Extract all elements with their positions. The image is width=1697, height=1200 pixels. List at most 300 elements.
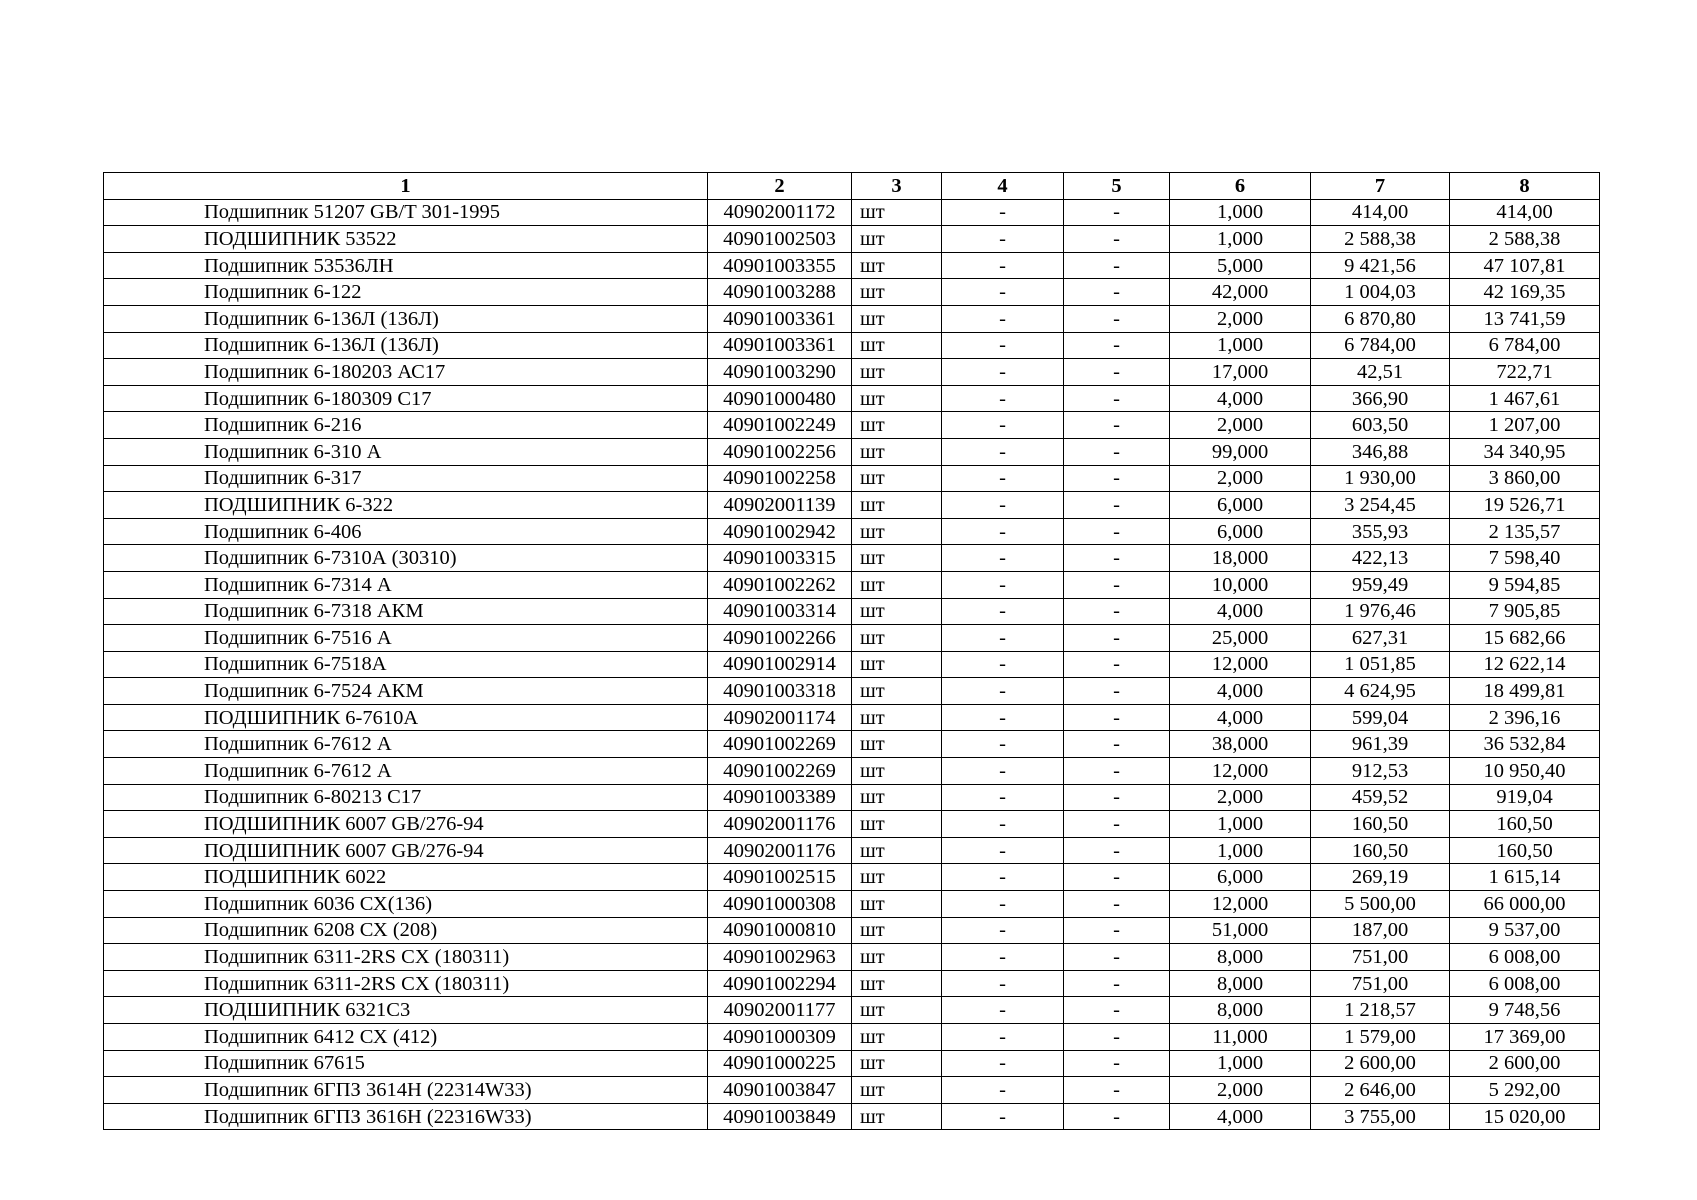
column-4-cell: - (942, 678, 1064, 705)
column-5-cell: - (1064, 997, 1170, 1024)
item-code-cell: 40901002294 (708, 970, 852, 997)
column-4-cell: - (942, 1024, 1064, 1051)
amount-cell: 13 741,59 (1450, 305, 1600, 332)
table-row (104, 385, 1600, 412)
column-5-cell: - (1064, 864, 1170, 891)
price-cell: 346,88 (1311, 438, 1450, 465)
item-name-cell: Подшипник 6-7516 А (104, 625, 708, 652)
item-code-cell: 40901003361 (708, 332, 852, 359)
item-code-cell: 40901003315 (708, 545, 852, 572)
column-5-cell: - (1064, 651, 1170, 678)
column-4-cell: - (942, 784, 1064, 811)
item-name-cell: Подшипник 6311-2RS CX (180311) (104, 970, 708, 997)
unit-cell: шт (852, 1050, 942, 1077)
price-cell: 912,53 (1311, 758, 1450, 785)
price-cell: 3 254,45 (1311, 492, 1450, 519)
column-5-cell: - (1064, 891, 1170, 918)
column-5-cell: - (1064, 625, 1170, 652)
column-4-cell: - (942, 1103, 1064, 1130)
quantity-cell: 2,000 (1170, 784, 1311, 811)
column-4-cell: - (942, 252, 1064, 279)
price-cell: 366,90 (1311, 385, 1450, 412)
price-cell: 160,50 (1311, 837, 1450, 864)
amount-cell: 17 369,00 (1450, 1024, 1600, 1051)
column-5-cell: - (1064, 226, 1170, 253)
column-4-cell: - (942, 1050, 1064, 1077)
quantity-cell: 4,000 (1170, 704, 1311, 731)
price-cell: 1 976,46 (1311, 598, 1450, 625)
price-cell: 751,00 (1311, 944, 1450, 971)
item-code-cell: 40901003288 (708, 279, 852, 306)
item-code-cell: 40901002256 (708, 438, 852, 465)
amount-cell: 6 008,00 (1450, 944, 1600, 971)
item-name-cell: Подшипник 6-7310А (30310) (104, 545, 708, 572)
column-5-cell: - (1064, 811, 1170, 838)
table-row (104, 492, 1600, 519)
amount-cell: 2 600,00 (1450, 1050, 1600, 1077)
unit-cell: шт (852, 412, 942, 439)
column-5-cell: - (1064, 492, 1170, 519)
table-row (104, 997, 1600, 1024)
item-name-cell: Подшипник 6ГПЗ 3616Н (22316W33) (104, 1103, 708, 1130)
table-row (104, 731, 1600, 758)
unit-cell: шт (852, 944, 942, 971)
price-cell: 599,04 (1311, 704, 1450, 731)
column-4-cell: - (942, 518, 1064, 545)
price-cell: 42,51 (1311, 359, 1450, 386)
column-4-cell: - (942, 625, 1064, 652)
quantity-cell: 17,000 (1170, 359, 1311, 386)
unit-cell: шт (852, 1024, 942, 1051)
item-code-cell: 40901002249 (708, 412, 852, 439)
item-code-cell: 40901002503 (708, 226, 852, 253)
price-cell: 959,49 (1311, 571, 1450, 598)
column-4-cell: - (942, 571, 1064, 598)
unit-cell: шт (852, 891, 942, 918)
amount-cell: 1 467,61 (1450, 385, 1600, 412)
table-row (104, 279, 1600, 306)
amount-cell: 7 598,40 (1450, 545, 1600, 572)
column-4-cell: - (942, 704, 1064, 731)
unit-cell: шт (852, 784, 942, 811)
column-5-cell: - (1064, 784, 1170, 811)
price-cell: 2 588,38 (1311, 226, 1450, 253)
quantity-cell: 10,000 (1170, 571, 1311, 598)
column-5-cell: - (1064, 837, 1170, 864)
table-row (104, 199, 1600, 226)
column-5-cell: - (1064, 545, 1170, 572)
column-header-5: 5 (1064, 173, 1170, 200)
item-code-cell: 40901002269 (708, 758, 852, 785)
quantity-cell: 2,000 (1170, 465, 1311, 492)
amount-cell: 9 748,56 (1450, 997, 1600, 1024)
column-4-cell: - (942, 305, 1064, 332)
quantity-cell: 4,000 (1170, 385, 1311, 412)
quantity-cell: 18,000 (1170, 545, 1311, 572)
quantity-cell: 5,000 (1170, 252, 1311, 279)
column-5-cell: - (1064, 678, 1170, 705)
item-code-cell: 40901002266 (708, 625, 852, 652)
item-code-cell: 40901003847 (708, 1077, 852, 1104)
price-cell: 6 784,00 (1311, 332, 1450, 359)
quantity-cell: 1,000 (1170, 226, 1311, 253)
column-5-cell: - (1064, 704, 1170, 731)
item-name-cell: ПОДШИПНИК 6022 (104, 864, 708, 891)
column-5-cell: - (1064, 438, 1170, 465)
table-row (104, 704, 1600, 731)
item-name-cell: Подшипник 6-180309 С17 (104, 385, 708, 412)
column-5-cell: - (1064, 1050, 1170, 1077)
item-name-cell: ПОДШИПНИК 6321C3 (104, 997, 708, 1024)
quantity-cell: 6,000 (1170, 518, 1311, 545)
amount-cell: 1 615,14 (1450, 864, 1600, 891)
column-4-cell: - (942, 492, 1064, 519)
amount-cell: 414,00 (1450, 199, 1600, 226)
column-4-cell: - (942, 598, 1064, 625)
table-row (104, 438, 1600, 465)
quantity-cell: 2,000 (1170, 412, 1311, 439)
item-code-cell: 40901002914 (708, 651, 852, 678)
column-4-cell: - (942, 385, 1064, 412)
quantity-cell: 25,000 (1170, 625, 1311, 652)
price-cell: 1 051,85 (1311, 651, 1450, 678)
unit-cell: шт (852, 678, 942, 705)
item-name-cell: Подшипник 6-7318 АКМ (104, 598, 708, 625)
amount-cell: 2 588,38 (1450, 226, 1600, 253)
column-5-cell: - (1064, 359, 1170, 386)
amount-cell: 15 682,66 (1450, 625, 1600, 652)
amount-cell: 66 000,00 (1450, 891, 1600, 918)
table-row (104, 332, 1600, 359)
unit-cell: шт (852, 492, 942, 519)
table-row (104, 625, 1600, 652)
amount-cell: 2 135,57 (1450, 518, 1600, 545)
price-cell: 1 579,00 (1311, 1024, 1450, 1051)
quantity-cell: 1,000 (1170, 1050, 1311, 1077)
item-code-cell: 40901003849 (708, 1103, 852, 1130)
column-4-cell: - (942, 465, 1064, 492)
price-cell: 1 218,57 (1311, 997, 1450, 1024)
item-name-cell: ПОДШИПНИК 53522 (104, 226, 708, 253)
column-4-cell: - (942, 970, 1064, 997)
column-4-cell: - (942, 917, 1064, 944)
quantity-cell: 8,000 (1170, 970, 1311, 997)
table-row (104, 811, 1600, 838)
column-4-cell: - (942, 226, 1064, 253)
unit-cell: шт (852, 359, 942, 386)
unit-cell: шт (852, 625, 942, 652)
item-name-cell: Подшипник 6-7518А (104, 651, 708, 678)
column-4-cell: - (942, 438, 1064, 465)
unit-cell: шт (852, 598, 942, 625)
unit-cell: шт (852, 864, 942, 891)
table-row (104, 359, 1600, 386)
column-4-cell: - (942, 1077, 1064, 1104)
column-4-cell: - (942, 199, 1064, 226)
quantity-cell: 12,000 (1170, 651, 1311, 678)
amount-cell: 15 020,00 (1450, 1103, 1600, 1130)
amount-cell: 12 622,14 (1450, 651, 1600, 678)
price-cell: 414,00 (1311, 199, 1450, 226)
table-row (104, 518, 1600, 545)
price-cell: 160,50 (1311, 811, 1450, 838)
column-5-cell: - (1064, 944, 1170, 971)
column-4-cell: - (942, 731, 1064, 758)
item-name-cell: Подшипник 6-136Л (136Л) (104, 305, 708, 332)
amount-cell: 160,50 (1450, 811, 1600, 838)
unit-cell: шт (852, 758, 942, 785)
column-5-cell: - (1064, 385, 1170, 412)
table-row (104, 1024, 1600, 1051)
price-cell: 6 870,80 (1311, 305, 1450, 332)
item-name-cell: Подшипник 6412 СХ (412) (104, 1024, 708, 1051)
amount-cell: 9 537,00 (1450, 917, 1600, 944)
unit-cell: шт (852, 279, 942, 306)
item-code-cell: 40901000810 (708, 917, 852, 944)
item-name-cell: Подшипник 6-136Л (136Л) (104, 332, 708, 359)
column-4-cell: - (942, 412, 1064, 439)
item-code-cell: 40901003361 (708, 305, 852, 332)
price-cell: 459,52 (1311, 784, 1450, 811)
item-name-cell: Подшипник 67615 (104, 1050, 708, 1077)
column-4-cell: - (942, 837, 1064, 864)
column-4-cell: - (942, 332, 1064, 359)
price-cell: 4 624,95 (1311, 678, 1450, 705)
item-code-cell: 40901002942 (708, 518, 852, 545)
quantity-cell: 11,000 (1170, 1024, 1311, 1051)
table-row (104, 305, 1600, 332)
item-name-cell: Подшипник 6-317 (104, 465, 708, 492)
table-row (104, 651, 1600, 678)
amount-cell: 18 499,81 (1450, 678, 1600, 705)
price-cell: 751,00 (1311, 970, 1450, 997)
table-row (104, 571, 1600, 598)
item-code-cell: 40902001139 (708, 492, 852, 519)
item-code-cell: 40901002258 (708, 465, 852, 492)
header-row (104, 173, 1600, 200)
quantity-cell: 6,000 (1170, 492, 1311, 519)
quantity-cell: 8,000 (1170, 997, 1311, 1024)
quantity-cell: 38,000 (1170, 731, 1311, 758)
item-code-cell: 40901003389 (708, 784, 852, 811)
column-header-3: 3 (852, 173, 942, 200)
unit-cell: шт (852, 438, 942, 465)
amount-cell: 722,71 (1450, 359, 1600, 386)
amount-cell: 7 905,85 (1450, 598, 1600, 625)
item-name-cell: Подшипник 51207 GB/T 301-1995 (104, 199, 708, 226)
item-name-cell: Подшипник 6-216 (104, 412, 708, 439)
unit-cell: шт (852, 704, 942, 731)
item-code-cell: 40901003290 (708, 359, 852, 386)
items-table (103, 172, 1600, 1130)
unit-cell: шт (852, 571, 942, 598)
item-code-cell: 40901002269 (708, 731, 852, 758)
column-4-cell: - (942, 651, 1064, 678)
table-row (104, 1050, 1600, 1077)
unit-cell: шт (852, 518, 942, 545)
table-row (104, 917, 1600, 944)
column-5-cell: - (1064, 1077, 1170, 1104)
amount-cell: 5 292,00 (1450, 1077, 1600, 1104)
quantity-cell: 99,000 (1170, 438, 1311, 465)
quantity-cell: 51,000 (1170, 917, 1311, 944)
item-code-cell: 40901000225 (708, 1050, 852, 1077)
unit-cell: шт (852, 332, 942, 359)
table-row (104, 891, 1600, 918)
table-row (104, 545, 1600, 572)
item-name-cell: Подшипник 6-7612 А (104, 758, 708, 785)
price-cell: 355,93 (1311, 518, 1450, 545)
item-code-cell: 40901003314 (708, 598, 852, 625)
column-header-8: 8 (1450, 173, 1600, 200)
amount-cell: 36 532,84 (1450, 731, 1600, 758)
unit-cell: шт (852, 305, 942, 332)
amount-cell: 2 396,16 (1450, 704, 1600, 731)
price-cell: 2 646,00 (1311, 1077, 1450, 1104)
column-header-4: 4 (942, 173, 1064, 200)
item-code-cell: 40902001177 (708, 997, 852, 1024)
column-5-cell: - (1064, 917, 1170, 944)
item-name-cell: Подшипник 6-310 А (104, 438, 708, 465)
item-code-cell: 40901002515 (708, 864, 852, 891)
table-row (104, 465, 1600, 492)
quantity-cell: 2,000 (1170, 1077, 1311, 1104)
column-5-cell: - (1064, 1103, 1170, 1130)
quantity-cell: 6,000 (1170, 864, 1311, 891)
quantity-cell: 4,000 (1170, 598, 1311, 625)
amount-cell: 9 594,85 (1450, 571, 1600, 598)
quantity-cell: 42,000 (1170, 279, 1311, 306)
column-5-cell: - (1064, 305, 1170, 332)
item-name-cell: Подшипник 6-122 (104, 279, 708, 306)
unit-cell: шт (852, 385, 942, 412)
amount-cell: 919,04 (1450, 784, 1600, 811)
table-row (104, 970, 1600, 997)
price-cell: 269,19 (1311, 864, 1450, 891)
amount-cell: 1 207,00 (1450, 412, 1600, 439)
column-4-cell: - (942, 359, 1064, 386)
column-5-cell: - (1064, 970, 1170, 997)
price-cell: 422,13 (1311, 545, 1450, 572)
price-cell: 603,50 (1311, 412, 1450, 439)
item-code-cell: 40901003355 (708, 252, 852, 279)
item-name-cell: Подшипник 6-80213 С17 (104, 784, 708, 811)
unit-cell: шт (852, 811, 942, 838)
item-name-cell: Подшипник 6036 СХ(136) (104, 891, 708, 918)
quantity-cell: 4,000 (1170, 1103, 1311, 1130)
column-4-cell: - (942, 758, 1064, 785)
quantity-cell: 1,000 (1170, 811, 1311, 838)
table-row (104, 944, 1600, 971)
column-header-7: 7 (1311, 173, 1450, 200)
table-row (104, 678, 1600, 705)
unit-cell: шт (852, 1077, 942, 1104)
unit-cell: шт (852, 252, 942, 279)
item-code-cell: 40902001174 (708, 704, 852, 731)
item-code-cell: 40902001176 (708, 811, 852, 838)
price-cell: 3 755,00 (1311, 1103, 1450, 1130)
column-header-6: 6 (1170, 173, 1311, 200)
quantity-cell: 4,000 (1170, 678, 1311, 705)
quantity-cell: 12,000 (1170, 758, 1311, 785)
column-5-cell: - (1064, 199, 1170, 226)
column-5-cell: - (1064, 518, 1170, 545)
price-cell: 187,00 (1311, 917, 1450, 944)
item-name-cell: Подшипник 6311-2RS CX (180311) (104, 944, 708, 971)
column-4-cell: - (942, 944, 1064, 971)
item-name-cell: ПОДШИПНИК 6007 GB/276-94 (104, 837, 708, 864)
amount-cell: 19 526,71 (1450, 492, 1600, 519)
amount-cell: 42 169,35 (1450, 279, 1600, 306)
amount-cell: 6 008,00 (1450, 970, 1600, 997)
column-4-cell: - (942, 891, 1064, 918)
unit-cell: шт (852, 997, 942, 1024)
item-name-cell: Подшипник 6-180203 АС17 (104, 359, 708, 386)
column-4-cell: - (942, 279, 1064, 306)
quantity-cell: 1,000 (1170, 199, 1311, 226)
quantity-cell: 12,000 (1170, 891, 1311, 918)
column-4-cell: - (942, 864, 1064, 891)
item-code-cell: 40902001172 (708, 199, 852, 226)
quantity-cell: 8,000 (1170, 944, 1311, 971)
item-code-cell: 40901000308 (708, 891, 852, 918)
unit-cell: шт (852, 917, 942, 944)
amount-cell: 6 784,00 (1450, 332, 1600, 359)
table-row (104, 864, 1600, 891)
price-cell: 1 004,03 (1311, 279, 1450, 306)
amount-cell: 47 107,81 (1450, 252, 1600, 279)
column-4-cell: - (942, 997, 1064, 1024)
column-5-cell: - (1064, 571, 1170, 598)
item-code-cell: 40901002963 (708, 944, 852, 971)
item-name-cell: Подшипник 53536ЛН (104, 252, 708, 279)
column-5-cell: - (1064, 465, 1170, 492)
unit-cell: шт (852, 970, 942, 997)
price-cell: 9 421,56 (1311, 252, 1450, 279)
column-5-cell: - (1064, 1024, 1170, 1051)
column-4-cell: - (942, 545, 1064, 572)
table-row (104, 412, 1600, 439)
table-row (104, 1077, 1600, 1104)
table-body (104, 199, 1600, 1130)
item-code-cell: 40902001176 (708, 837, 852, 864)
unit-cell: шт (852, 837, 942, 864)
column-5-cell: - (1064, 598, 1170, 625)
column-header-1: 1 (104, 173, 708, 200)
item-name-cell: Подшипник 6-7524 АКМ (104, 678, 708, 705)
item-code-cell: 40901000480 (708, 385, 852, 412)
unit-cell: шт (852, 199, 942, 226)
amount-cell: 160,50 (1450, 837, 1600, 864)
unit-cell: шт (852, 465, 942, 492)
column-header-2: 2 (708, 173, 852, 200)
price-cell: 5 500,00 (1311, 891, 1450, 918)
column-5-cell: - (1064, 412, 1170, 439)
column-5-cell: - (1064, 252, 1170, 279)
item-name-cell: Подшипник 6-406 (104, 518, 708, 545)
item-name-cell: Подшипник 6ГПЗ 3614Н (22314W33) (104, 1077, 708, 1104)
item-code-cell: 40901002262 (708, 571, 852, 598)
unit-cell: шт (852, 731, 942, 758)
item-name-cell: Подшипник 6-7612 А (104, 731, 708, 758)
item-name-cell: ПОДШИПНИК 6007 GB/276-94 (104, 811, 708, 838)
column-5-cell: - (1064, 279, 1170, 306)
column-5-cell: - (1064, 731, 1170, 758)
unit-cell: шт (852, 545, 942, 572)
quantity-cell: 1,000 (1170, 332, 1311, 359)
item-name-cell: Подшипник 6208 СХ (208) (104, 917, 708, 944)
item-code-cell: 40901000309 (708, 1024, 852, 1051)
